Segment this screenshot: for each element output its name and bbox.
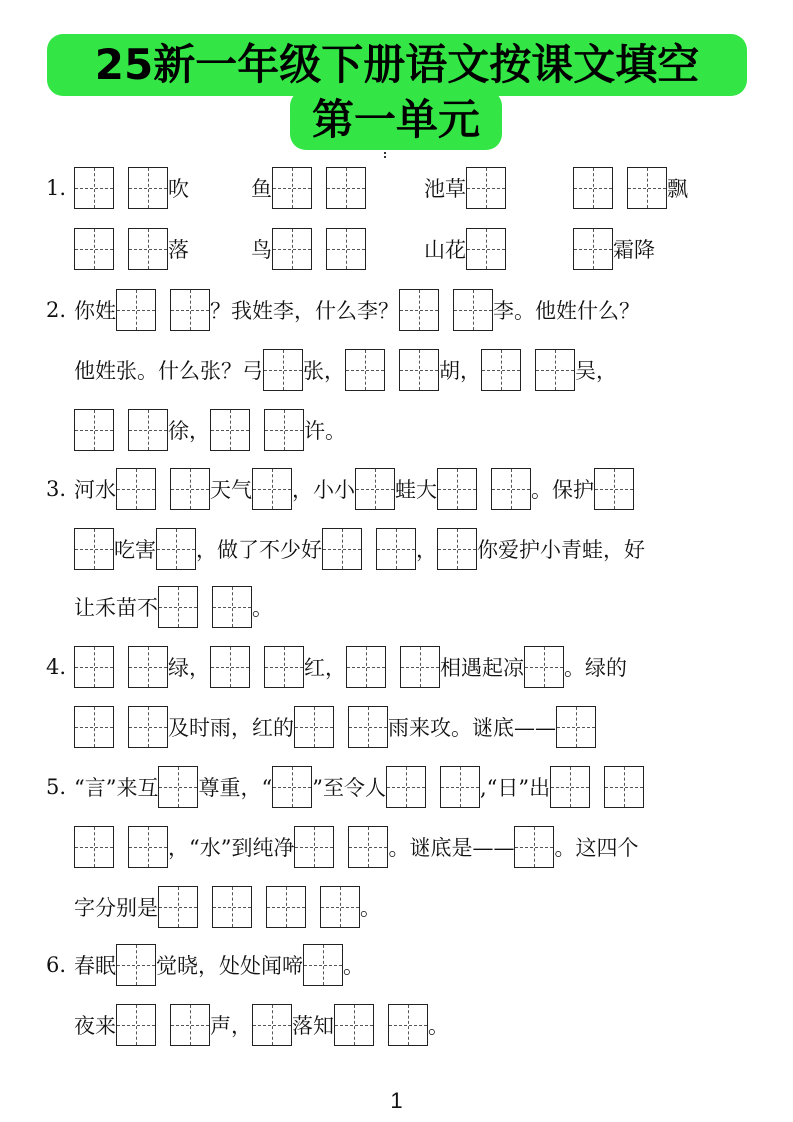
q5-row1 xyxy=(46,764,644,810)
answer-box[interactable] xyxy=(345,349,385,391)
answer-box[interactable] xyxy=(128,228,168,270)
answer-box[interactable] xyxy=(400,646,440,688)
text: 山花 xyxy=(424,238,466,262)
answer-box[interactable] xyxy=(386,766,426,808)
q3-row3 xyxy=(74,584,273,630)
answer-box[interactable] xyxy=(158,586,198,628)
text: 相遇起凉 xyxy=(440,656,524,680)
answer-box[interactable] xyxy=(294,826,334,868)
answer-box[interactable] xyxy=(74,646,114,688)
answer-box[interactable] xyxy=(294,706,334,748)
q3-number: 3. xyxy=(46,477,67,501)
text: “言”来互 xyxy=(74,776,159,800)
text: 。绿的 xyxy=(564,656,627,680)
answer-box[interactable] xyxy=(170,289,210,331)
answer-box[interactable] xyxy=(74,409,114,451)
page-number: 1 xyxy=(390,1088,403,1113)
text: 。 xyxy=(252,596,273,620)
answer-box[interactable] xyxy=(437,468,477,510)
answer-box[interactable] xyxy=(74,228,114,270)
text: ， xyxy=(416,538,437,562)
answer-box[interactable] xyxy=(74,528,114,570)
answer-box[interactable] xyxy=(156,528,196,570)
answer-box[interactable] xyxy=(128,646,168,688)
text: 吴， xyxy=(575,359,617,383)
q6-number: 6. xyxy=(46,953,67,977)
answer-box[interactable] xyxy=(326,167,366,209)
answer-box[interactable] xyxy=(74,167,114,209)
answer-box[interactable] xyxy=(170,468,210,510)
text: 落知 xyxy=(292,1014,334,1038)
text: ,“日”出 xyxy=(479,776,551,800)
title-banner xyxy=(47,34,747,96)
answer-box[interactable] xyxy=(594,468,634,510)
text: ，“水”到纯净 xyxy=(168,836,295,860)
text: 让禾苗不 xyxy=(74,596,158,620)
q2-row2 xyxy=(74,347,617,393)
answer-box[interactable] xyxy=(355,468,395,510)
text: 许。 xyxy=(304,419,346,443)
text: 尊重，“ xyxy=(198,776,273,800)
text: ，做了不少好 xyxy=(196,538,322,562)
answer-box[interactable] xyxy=(627,167,667,209)
text: 。保护 xyxy=(531,478,594,502)
answer-box[interactable] xyxy=(264,409,304,451)
answer-box[interactable] xyxy=(348,826,388,868)
page-title: 25新一年级下册语文按课文填空 xyxy=(94,40,700,89)
answer-box[interactable] xyxy=(263,349,303,391)
subtitle-banner xyxy=(290,90,502,150)
answer-box[interactable] xyxy=(74,826,114,868)
answer-box[interactable] xyxy=(252,1004,292,1046)
text: 声， xyxy=(210,1014,252,1038)
answer-box[interactable] xyxy=(550,766,590,808)
text: 你姓 xyxy=(74,299,116,323)
answer-box[interactable] xyxy=(158,766,198,808)
answer-box[interactable] xyxy=(573,228,613,270)
q2-row3 xyxy=(74,407,346,453)
text: 徐， xyxy=(168,419,210,443)
q1-row2 xyxy=(74,226,655,272)
text: 胡， xyxy=(439,359,481,383)
answer-box[interactable] xyxy=(437,528,477,570)
text: 落 xyxy=(168,238,189,262)
answer-box[interactable] xyxy=(252,468,292,510)
answer-box[interactable] xyxy=(116,944,156,986)
answer-box[interactable] xyxy=(170,1004,210,1046)
answer-box[interactable] xyxy=(334,1004,374,1046)
answer-box[interactable] xyxy=(128,826,168,868)
answer-box[interactable] xyxy=(264,646,304,688)
q4-row1 xyxy=(46,644,627,690)
answer-box[interactable] xyxy=(440,766,480,808)
text: 池草 xyxy=(424,177,466,201)
q2-row1 xyxy=(46,287,640,333)
q6-row2 xyxy=(74,1002,449,1048)
answer-box[interactable] xyxy=(399,289,439,331)
text: 飘 xyxy=(667,177,688,201)
text: 及时雨，红的 xyxy=(168,716,294,740)
answer-box[interactable] xyxy=(116,468,156,510)
answer-box[interactable] xyxy=(210,646,250,688)
q2-number: 2. xyxy=(46,298,67,322)
text: 。 xyxy=(360,896,381,920)
q4-number: 4. xyxy=(46,655,67,679)
answer-box[interactable] xyxy=(453,289,493,331)
q4-row2 xyxy=(74,704,596,750)
answer-box[interactable] xyxy=(491,468,531,510)
q1-number: 1. xyxy=(46,176,67,200)
text: 鱼 xyxy=(251,177,272,201)
answer-box[interactable] xyxy=(322,528,362,570)
answer-box[interactable] xyxy=(266,886,306,928)
text: 河水 xyxy=(74,478,116,502)
answer-box[interactable] xyxy=(514,826,554,868)
answer-box[interactable] xyxy=(573,167,613,209)
text: 觉晓，处处闻啼 xyxy=(156,954,303,978)
text: 天气 xyxy=(210,478,252,502)
q3-row1 xyxy=(46,466,634,512)
answer-box[interactable] xyxy=(346,646,386,688)
unit-title: 第一单元 xyxy=(311,95,480,144)
answer-box[interactable] xyxy=(399,349,439,391)
answer-box[interactable] xyxy=(272,766,312,808)
text: 。 xyxy=(428,1014,449,1038)
text: 吹 xyxy=(168,177,189,201)
text: 。 xyxy=(343,954,364,978)
q6-row1 xyxy=(46,942,364,988)
text: 霜降 xyxy=(613,238,655,262)
answer-box[interactable] xyxy=(326,228,366,270)
text: 雨来攻。谜底—— xyxy=(388,716,556,740)
answer-box[interactable] xyxy=(272,167,312,209)
answer-box[interactable] xyxy=(272,228,312,270)
q5-row2 xyxy=(74,824,638,870)
answer-box[interactable] xyxy=(210,409,250,451)
answer-box[interactable] xyxy=(535,349,575,391)
answer-box[interactable] xyxy=(604,766,644,808)
text: ？我姓李，什么李？ xyxy=(210,299,399,323)
answer-box[interactable] xyxy=(128,167,168,209)
answer-box[interactable] xyxy=(556,706,596,748)
text: 你爱护小青蛙，好 xyxy=(477,538,645,562)
text: 绿， xyxy=(168,656,210,680)
answer-box[interactable] xyxy=(481,349,521,391)
q5-row3 xyxy=(74,884,381,930)
answer-box[interactable] xyxy=(388,1004,428,1046)
answer-box[interactable] xyxy=(466,228,506,270)
answer-box[interactable] xyxy=(320,886,360,928)
text: 字分别是 xyxy=(74,896,158,920)
q1-row1 xyxy=(46,165,688,211)
q3-row2 xyxy=(74,526,645,572)
q5-number: 5. xyxy=(46,775,67,799)
text: 张， xyxy=(303,359,345,383)
answer-box[interactable] xyxy=(212,586,252,628)
answer-box[interactable] xyxy=(212,886,252,928)
text: 红， xyxy=(304,656,346,680)
text: ，小小 xyxy=(292,478,355,502)
dot-mark xyxy=(384,152,388,158)
answer-box[interactable] xyxy=(116,289,156,331)
text: 。谜底是—— xyxy=(388,836,515,860)
text: 李。他姓什么？ xyxy=(493,299,640,323)
text: 春眠 xyxy=(74,954,116,978)
answer-box[interactable] xyxy=(74,706,114,748)
text: ”至令人 xyxy=(312,776,386,800)
answer-box[interactable] xyxy=(116,1004,156,1046)
answer-box[interactable] xyxy=(128,409,168,451)
answer-box[interactable] xyxy=(376,528,416,570)
text: 夜来 xyxy=(74,1014,116,1038)
answer-box[interactable] xyxy=(524,646,564,688)
answer-box[interactable] xyxy=(303,944,343,986)
answer-box[interactable] xyxy=(348,706,388,748)
text: 。这四个 xyxy=(554,836,639,860)
answer-box[interactable] xyxy=(128,706,168,748)
answer-box[interactable] xyxy=(158,886,198,928)
text: 蛙大 xyxy=(395,478,437,502)
answer-box[interactable] xyxy=(466,167,506,209)
text: 他姓张。什么张？弓 xyxy=(74,359,263,383)
text: 吃害 xyxy=(114,538,156,562)
text: 鸟 xyxy=(251,238,272,262)
